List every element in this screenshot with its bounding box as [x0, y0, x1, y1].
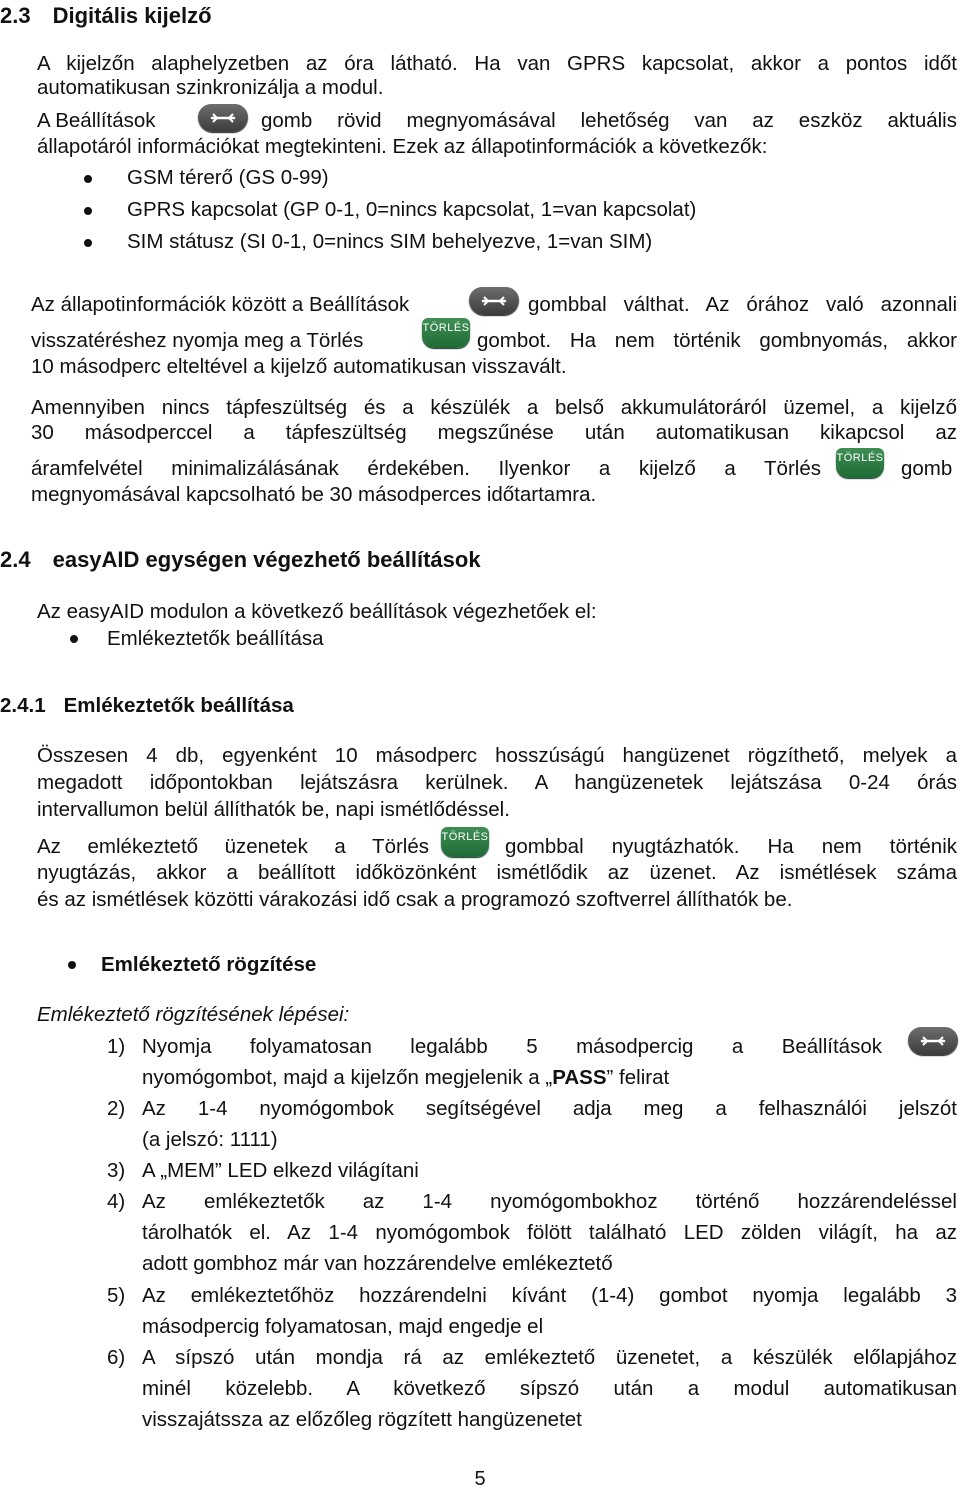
section-title: Emlékeztetők beállítása	[63, 694, 294, 717]
section-title: easyAID egységen végezhető beállítások	[52, 547, 481, 572]
section-number: 2.4	[0, 547, 31, 572]
step-line: Az emlékeztetők az 1-4 nyomógombokhoz történő hozzárendeléssel	[142, 1190, 957, 1213]
wrench-icon	[210, 111, 236, 125]
step-number: 4)	[107, 1190, 126, 1213]
section-2-4-heading	[0, 546, 481, 574]
paragraph-line: 10 másodperc elteltével a kijelző automatikusan visszavált.	[31, 355, 567, 378]
wrench-icon	[920, 1034, 946, 1048]
step-line: A „MEM” LED elkezd világítani	[142, 1159, 419, 1182]
section-2-3-heading	[0, 2, 212, 30]
section-2-4-1-heading	[0, 692, 294, 720]
paragraph-line: 30 másodperccel a tápfeszültség megszűnése után automatikusan kikapcsol az	[31, 421, 957, 444]
settings-button-icon	[908, 1027, 958, 1055]
list-item: Emlékeztetők beállítása	[107, 627, 324, 650]
paragraph-line: gombot. Ha nem történik gombnyomás, akkor	[477, 329, 957, 352]
paragraph-line: gomb rövid megnyomásával lehetőség van az eszköz aktuális	[261, 109, 957, 132]
step-line: másodpercig folyamatosan, majd engedje el	[142, 1315, 544, 1338]
section-title: Digitális kijelző	[52, 3, 212, 28]
step-line: adott gombhoz már van hozzárendelve emlékeztető	[142, 1252, 613, 1275]
step-text: nyomógombot, majd a kijelzőn megjelenik a „	[142, 1066, 553, 1089]
paragraph-line: automatikusan szinkronizálja a modul.	[37, 76, 384, 99]
step-text: ” felirat	[606, 1066, 670, 1089]
step-line: Az 1-4 nyomógombok segítségével adja meg a felhasználói jelszót	[142, 1097, 957, 1120]
paragraph-line: és az ismétlések közötti várakozási idő csak a programozó szoftverrel állíthatók be.	[37, 888, 793, 911]
paragraph-line: Az emlékeztető üzenetek a Törlés	[37, 835, 429, 858]
step-line: A sípszó után mondja rá az emlékeztető üzenetet, a készülék előlapjához	[142, 1346, 957, 1369]
bullet-dot	[70, 635, 78, 643]
torles-button-icon	[441, 827, 489, 857]
torles-button-icon	[836, 448, 884, 478]
paragraph-line: Összesen 4 db, egyenként 10 másodperc hosszúságú hangüzenet rögzíthető, melyek a	[37, 744, 957, 767]
steps-title: Emlékeztető rögzítésének lépései:	[37, 1003, 350, 1026]
paragraph-line: megadott időpontokban lejátszásra kerülnek. A hangüzenetek lejátszása 0-24 órás	[37, 771, 957, 794]
bullet-dot	[84, 239, 92, 247]
step-line: tárolhatók el. Az 1-4 nyomógombok fölött található LED zölden világít, ha az	[142, 1221, 957, 1244]
list-item-heading: Emlékeztető rögzítése	[101, 953, 317, 976]
paragraph-line: nyugtázás, akkor a beállított időközönként ismétlődik az üzenet. Az ismétlések száma	[37, 861, 957, 884]
step-line: minél közelebb. A következő sípszó után a modul automatikusan	[142, 1377, 957, 1400]
step-line: Nyomja folyamatosan legalább 5 másodpercig a Beállítások	[142, 1035, 882, 1058]
torles-button-icon	[422, 318, 470, 348]
step-line: Az emlékeztetőhöz hozzárendelni kívánt (1-4) gombot nyomja legalább 3	[142, 1284, 957, 1307]
list-item: GPRS kapcsolat (GP 0-1, 0=nincs kapcsolat, 1=van kapcsolat)	[127, 198, 697, 221]
paragraph-line: Az easyAID modulon a következő beállítások végezhetőek el:	[37, 600, 597, 623]
paragraph-line: Az állapotinformációk között a Beállítások	[31, 293, 410, 316]
settings-button-icon	[469, 287, 519, 315]
wrench-icon	[481, 294, 507, 308]
step-number: 6)	[107, 1346, 126, 1369]
paragraph-line: áramfelvétel minimalizálásának érdekében. Ilyenkor a kijelző a Törlés	[31, 457, 821, 480]
paragraph-line: gombbal nyugtázhatók. Ha nem történik	[505, 835, 957, 858]
torles-label: TÖRLÉS	[422, 322, 470, 334]
torles-label: TÖRLÉS	[836, 452, 884, 464]
torles-label: TÖRLÉS	[441, 831, 489, 843]
paragraph-line: A kijelzőn alaphelyzetben az óra látható. Ha van GPRS kapcsolat, akkor a pontos időt	[37, 52, 957, 75]
paragraph-line: Amennyiben nincs tápfeszültség és a készülék a belső akkumulátoráról üzemel, a kijelző	[31, 396, 957, 419]
paragraph-line: állapotáról információkat megtekinteni. Ezek az állapotinformációk a következők:	[37, 135, 768, 158]
step-number: 5)	[107, 1284, 126, 1307]
paragraph-line: intervallumon belül állíthatók be, napi ismétlődéssel.	[37, 798, 510, 821]
step-number: 2)	[107, 1097, 126, 1120]
paragraph-line: gombbal válthat. Az órához való azonnali	[528, 293, 957, 316]
paragraph-line: visszatéréshez nyomja meg a Törlés	[31, 329, 364, 352]
settings-button-icon	[198, 104, 248, 132]
page-number: 5	[474, 1468, 486, 1490]
list-item: GSM térerő (GS 0-99)	[127, 166, 329, 189]
section-number: 2.4.1	[0, 694, 46, 717]
section-number: 2.3	[0, 3, 31, 28]
paragraph-line: megnyomásával kapcsolható be 30 másodperces időtartamra.	[31, 483, 597, 506]
bullet-dot	[84, 207, 92, 215]
list-item: SIM státusz (SI 0-1, 0=nincs SIM behelyezve, 1=van SIM)	[127, 230, 653, 253]
step-line: (a jelszó: 1111)	[142, 1128, 278, 1151]
paragraph-line: gomb	[901, 457, 953, 480]
step-number: 1)	[107, 1035, 126, 1058]
pass-text: PASS	[552, 1066, 607, 1089]
step-line	[142, 1065, 669, 1091]
paragraph-line: A Beállítások	[37, 109, 156, 132]
step-number: 3)	[107, 1159, 126, 1182]
step-line: visszajátssza az előzőleg rögzített hangüzenetet	[142, 1408, 582, 1431]
bullet-dot	[68, 961, 76, 969]
bullet-dot	[84, 175, 92, 183]
